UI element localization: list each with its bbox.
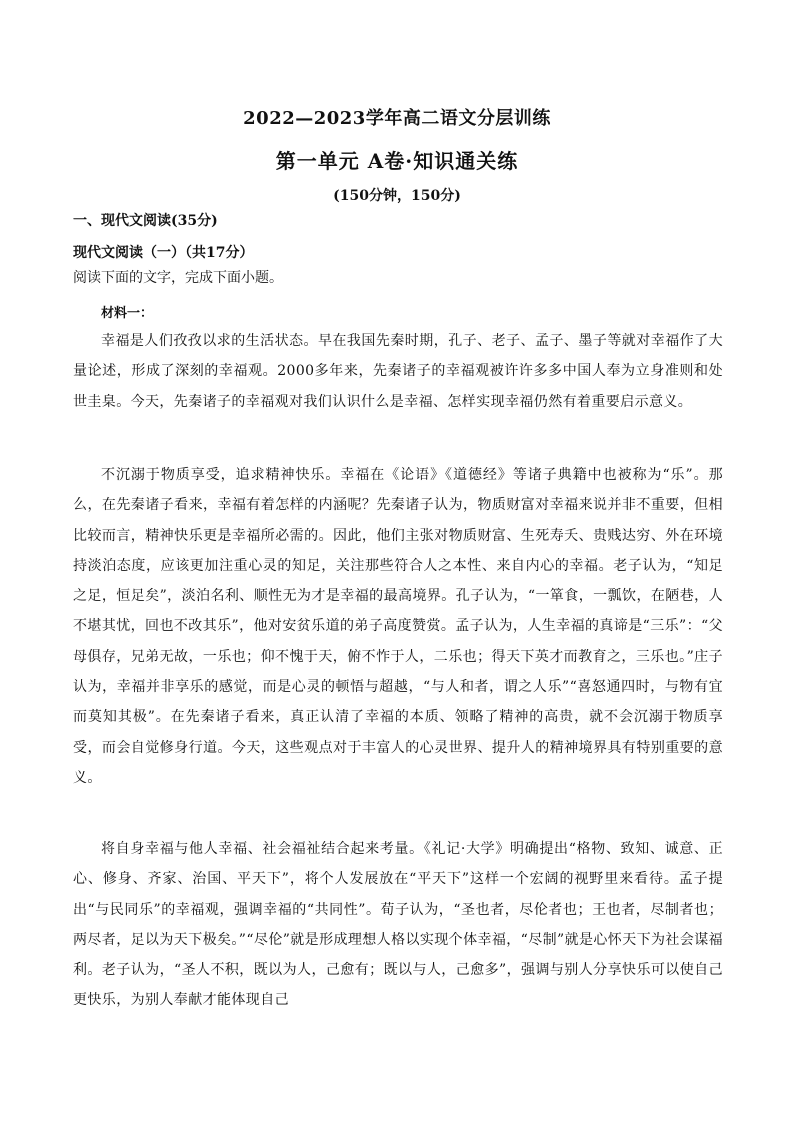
body-paragraph: 将自身幸福与他人幸福、社会福祉结合起来考量。《礼记·大学》明确提出“格物、致知、诚意、正心、修身、齐家、治国、平天下”，将个人发展放在“平天下”这样一个宏阔的视野里来看待。孟子提出“与民同乐”的幸福观，强调幸福的“共同性”。荀子认为，“圣也者，尽伦者也；王也者，尽制者也；两尽者，足以为天下极矣。”“尽伦”就是形成理想人格以实现个体幸福，“尽制”就是心怀天下为社会谋福利。老子认为，“圣人不积，既以为人，己愈有；既以与人，己愈多”，强调与别人分享快乐可以使自己更快乐，为别人奉献才能体现自己 xyxy=(73,841,723,1009)
exam-time-score: (150分钟，150分) xyxy=(333,188,461,204)
material-label: 材料一： xyxy=(101,306,154,321)
document-subtitle: 第一单元 A卷·知识通关练 xyxy=(275,149,519,173)
document-title: 2022—2023学年高二语文分层训练 xyxy=(243,108,551,129)
section-heading: 一、现代文阅读(35分) xyxy=(73,213,218,229)
instruction-text: 阅读下面的文字，完成下面小题。 xyxy=(73,270,283,286)
body-paragraph: 幸福是人们孜孜以求的生活状态。早在我国先秦时期，孔子、老子、孟子、墨子等就对幸福作了大量论述，形成了深刻的幸福观。2000多年来，先秦诸子的幸福观被许许多多中国人奉为立身准则和处世圭臬。今天，先秦诸子的幸福观对我们认识什么是幸福、怎样实现幸福仍然有着重要启示意义。 xyxy=(73,333,723,410)
reading-heading: 现代文阅读（一）（共17分） xyxy=(73,245,254,261)
body-paragraph: 不沉溺于物质享受，追求精神快乐。幸福在《论语》《道德经》等诸子典籍中也被称为“乐”。那么，在先秦诸子看来，幸福有着怎样的内涵呢？先秦诸子认为，物质财富对幸福来说并非不重要，但相比较而言，精神快乐更是幸福所必需的。因此，他们主张对物质财富、生死寿夭、贵贱达穷、外在环境持淡泊态度，应该更加注重心灵的知足，关注那些符合人之本性、来自内心的幸福。老子认为，“知足之足，恒足矣”，淡泊名利、顺性无为才是幸福的最高境界。孔子认为，“一箪食，一瓢饮，在陋巷，人不堪其忧，回也不改其乐”，他对安贫乐道的弟子高度赞赏。孟子认为，人生幸福的真谛是“三乐”：“父母俱存，兄弟无故，一乐也；仰不愧于天，俯不怍于人，二乐也；得天下英才而教育之，三乐也。”庄子认为，幸福并非享乐的感觉，而是心灵的顿悟与超越，“与人和者，谓之人乐”“喜怒通四时，与物有宜而莫知其极”。在先秦诸子看来，真正认清了幸福的本质、领略了精神的高贵，就不会沉溺于物质享受，而会自觉修身行道。今天，这些观点对于丰富人的心灵世界、提升人的精神境界具有特别重要的意义。 xyxy=(73,467,723,786)
